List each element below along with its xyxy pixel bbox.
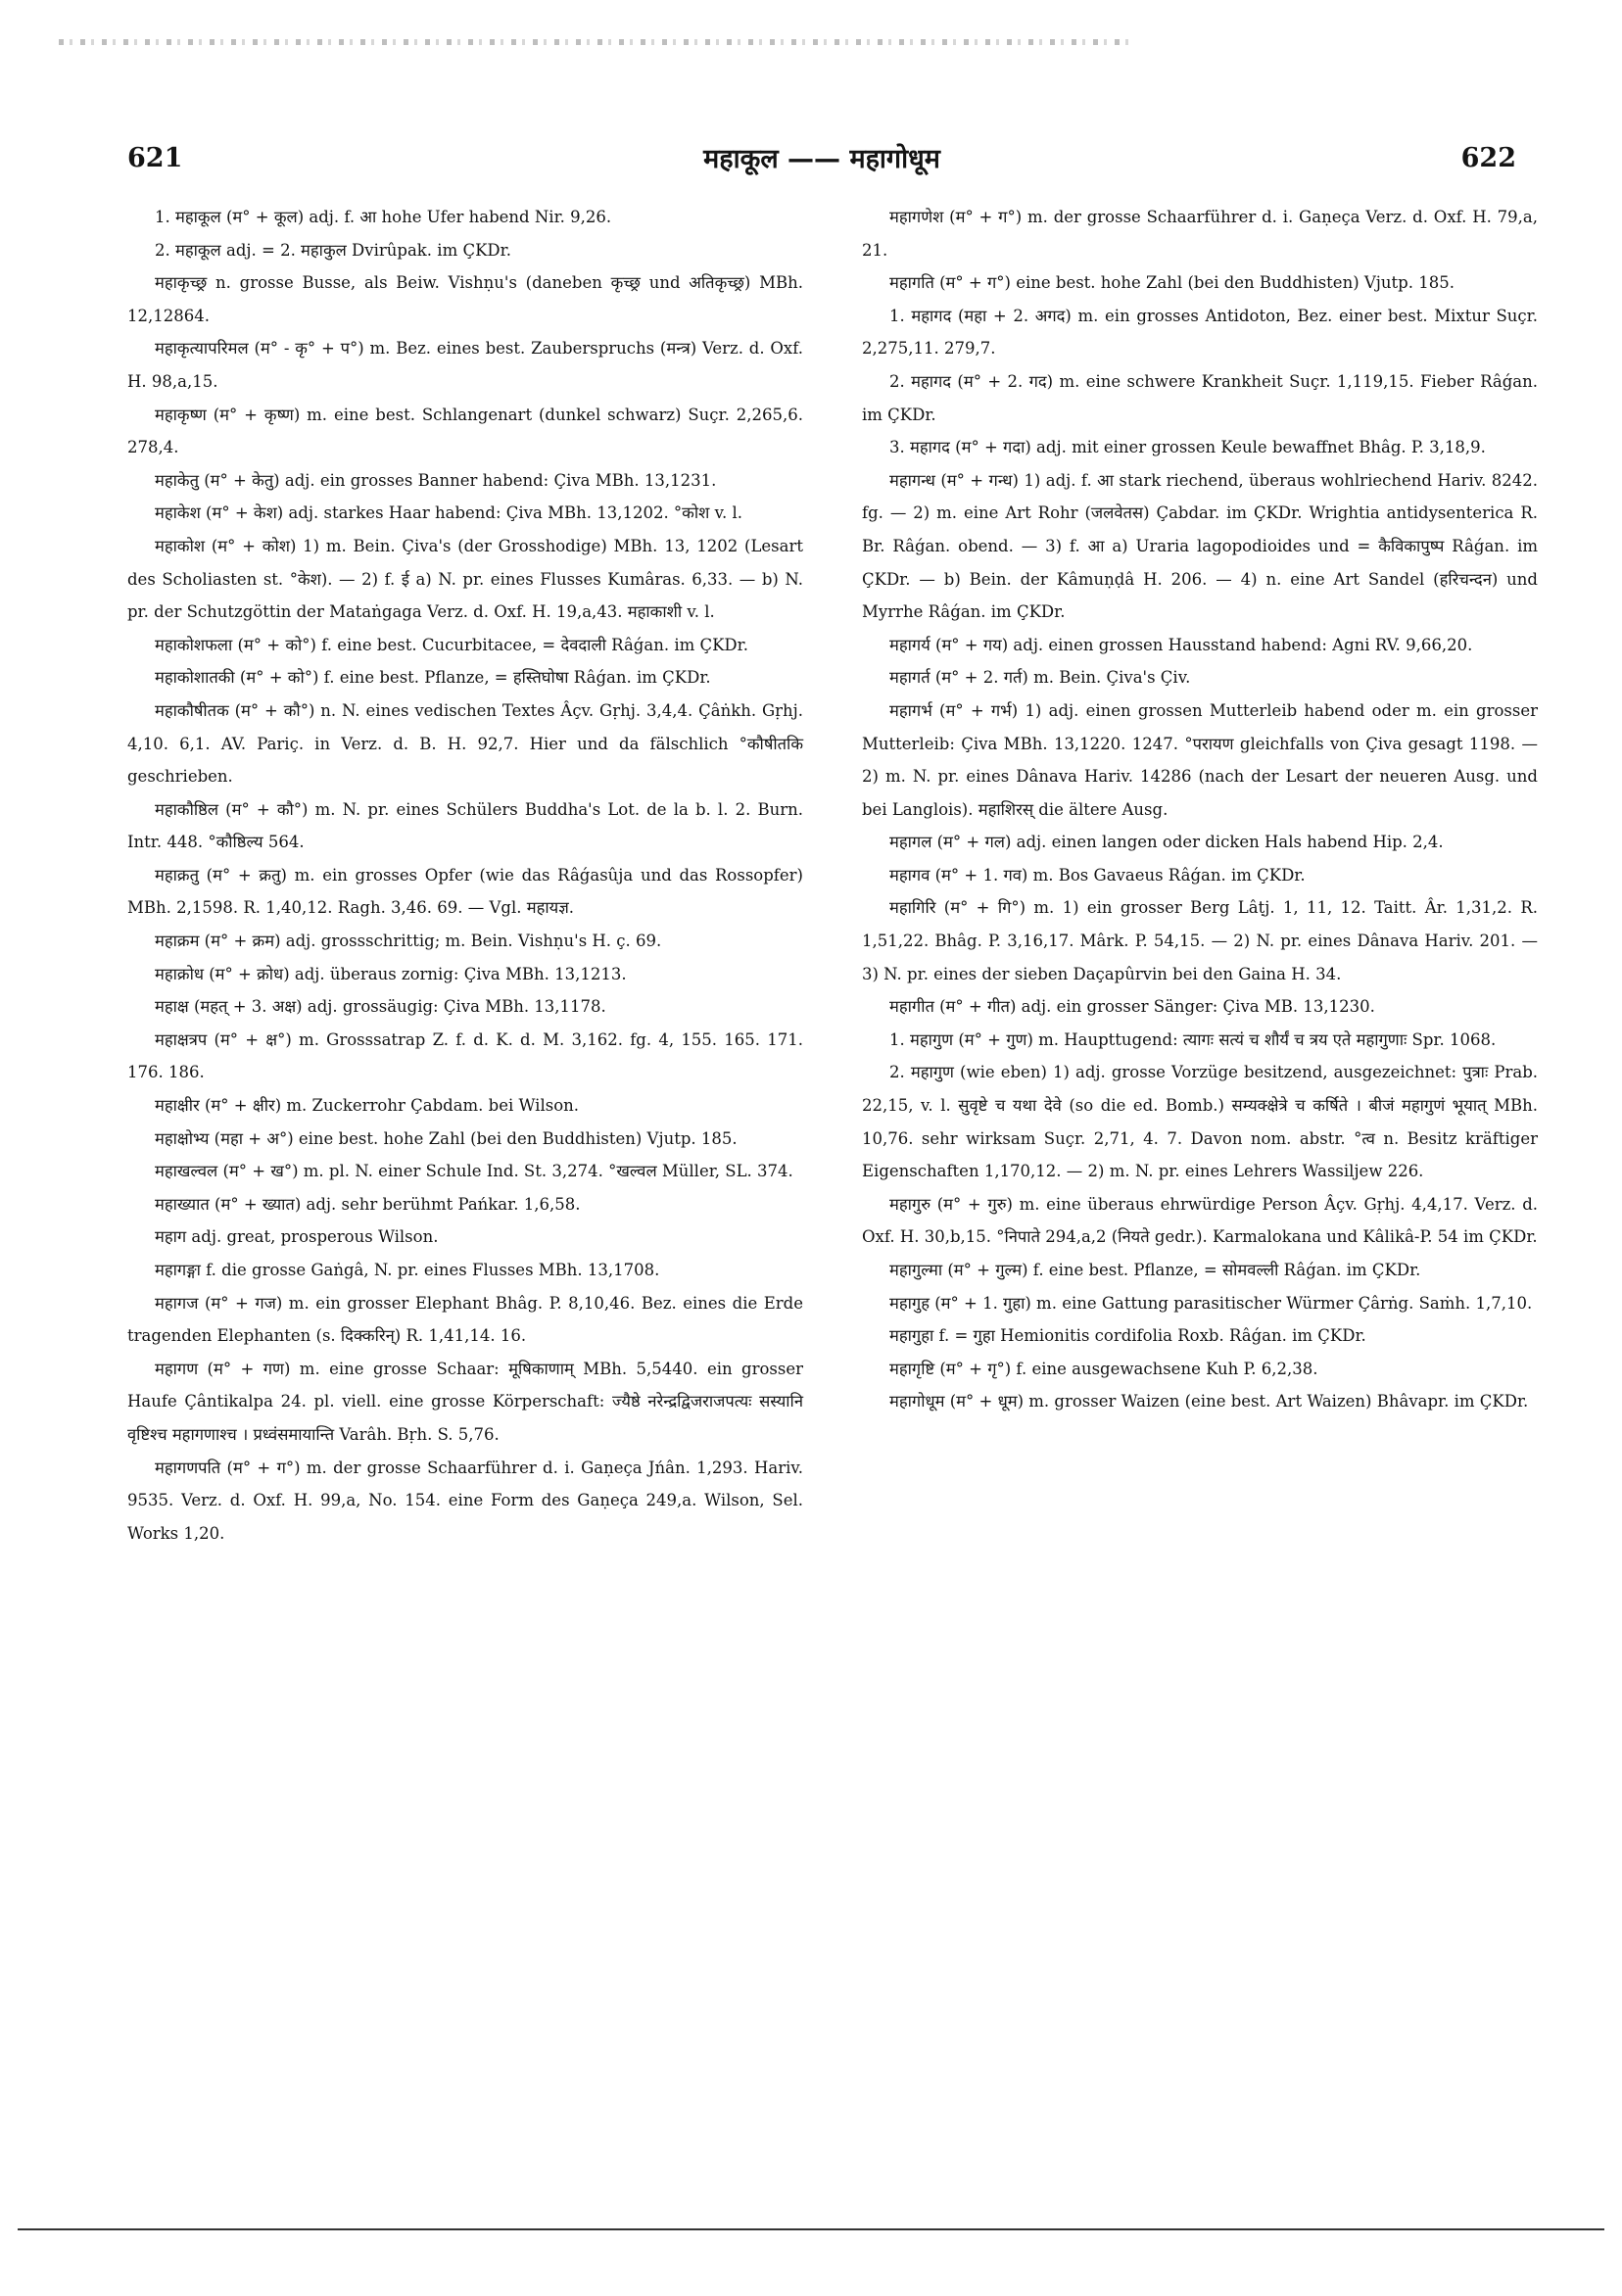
dictionary-entry: महाकोशफला (म° + को°) f. eine best. Cucurbitacee, = देवदाली Râǵan. im ÇKDr. (155, 635, 748, 654)
dictionary-entry: महाग adj. great, prosperous Wilson. (155, 1227, 439, 1247)
dictionary-entry: महाक्रम (म° + क्रम) adj. grossschrittig; m. Bein. Vishṇu's H. ç. 69. (155, 932, 662, 951)
dictionary-entry: महाक्षोभ्य (महा + अ°) eine best. hohe Zahl (bei den Buddhisten) Vjutp. 185. (155, 1128, 738, 1148)
dictionary-entry: महागुहा f. = गुहा Hemionitis cordifolia Roxb. Râǵan. im ÇKDr. (889, 1326, 1366, 1346)
dictionary-entry: महागणेश (म° + ग°) m. der grosse Schaarführer d. i. Gaṇeça Verz. d. Oxf. H. 79,a, 21. (862, 208, 1538, 260)
bottom-rule (18, 2228, 1604, 2230)
dictionary-entry: महाकृष्ण (म° + कृष्ण) m. eine best. Schlangenart (dunkel schwarz) Suçr. 2,265,6. 278,4. (127, 405, 803, 457)
dictionary-entry: महागति (म° + ग°) eine best. hohe Zahl (bei den Buddhisten) Vjutp. 185. (889, 273, 1455, 293)
dictionary-entry: महागिरि (म° + गि°) m. 1) ein grosser Berg Lâṭj. 1, 11, 12. Taitt. Âr. 1,31,2. R. 1,51,22. Bhâg. P. 3,16,17. Mârk. P. 54,15. — 2) N. pr. eines Dânava Hariv. 201. — 3) N. pr. eines der sieben Daçapûrvin bei den Gaina H. 34. (862, 898, 1538, 983)
dictionary-entry: महागीत (म° + गीत) adj. ein grosser Sänger: Çiva MB. 13,1230. (889, 997, 1375, 1017)
page-header (127, 139, 1516, 178)
dictionary-entry: महागव (म° + 1. गव) m. Bos Gavaeus Râǵan. im ÇKDr. (889, 865, 1306, 885)
dictionary-entry: 2. महागद (म° + 2. गद) m. eine schwere Krankheit Suçr. 1,119,15. Fieber Râǵan. im ÇKDr. (862, 371, 1538, 424)
dictionary-entry: महागर्भ (म° + गर्भ) 1) adj. einen grossen Mutterleib habend oder m. ein grosser Mutterleib: Çiva MBh. 13,1220. 1247. °परायण gleichfalls von Çiva gesagt 1198. — 2) m. N. pr. eines Dânava Hariv. 14286 (nach der Lesart der neueren Ausg. und bei Langlois). महाशिरस् die ältere Ausg. (862, 700, 1538, 819)
dictionary-entry: महाखल्वल (म° + ख°) m. pl. N. einer Schule Ind. St. 3,274. °खल्वल Müller, SL. 374. (155, 1162, 793, 1181)
dictionary-entry: 2. महागुण (wie eben) 1) adj. grosse Vorzüge besitzend, ausgezeichnet: पुत्राः Prab. 22,15, v. l. सुवृष्टे च यथा देवे (so die ed. Bomb.) सम्यक्क्षेत्रे च कर्षिते । बीजं महागुणं भूयात् MBh. 10,76. sehr wirksam Suçr. 2,71, 4. 7. Davon nom. abstr. °त्व n. Besitz kräftiger Eigenschaften 1,170,12. — 2) m. N. pr. eines Lehrers Wassiljew 226. (862, 1063, 1538, 1181)
right-page-number: 622 (1460, 143, 1516, 173)
left-column (127, 201, 803, 1550)
left-page-number: 621 (127, 143, 183, 173)
dictionary-entry: महागुल्मा (म° + गुल्म) f. eine best. Pflanze, = सोमवल्ली Râǵan. im ÇKDr. (889, 1261, 1421, 1279)
dictionary-entry: महाख्यात (म° + ख्यात) adj. sehr berühmt Pańkar. 1,6,58. (155, 1194, 581, 1214)
dictionary-entry: महाकेतु (म° + केतु) adj. ein grosses Banner habend: Çiva MBh. 13,1231. (155, 470, 717, 490)
dictionary-entry: महागण (म° + गण) m. eine grosse Schaar: मूषिकाणाम् MBh. 5,5440. ein grosser Haufe Çântikalpa 24. pl. viell. eine grosse Körperschaft: ज्यैष्ठे नरेन्द्रद्विजराजपत्यः सस्यानि वृष्टिश्च महागणाश्च । प्रध्वंसमायान्ति Varâh. Bṛh. S. 5,76. (127, 1359, 803, 1444)
dictionary-entry: महाकेश (म° + केश) adj. starkes Haar habend: Çiva MBh. 13,1202. °कोश v. l. (155, 503, 742, 523)
dictionary-entry: महागल (म° + गल) adj. einen langen oder dicken Hals habend Hip. 2,4. (889, 833, 1444, 852)
scan-artifact (59, 39, 1136, 45)
dictionary-entry: महागृष्टि (म° + गृ°) f. eine ausgewachsene Kuh P. 6,2,38. (889, 1359, 1318, 1378)
dictionary-entry: महागुह (म° + 1. गुहा) m. eine Gattung parasitischer Würmer Çârṅg. Saṁh. 1,7,10. (889, 1293, 1533, 1313)
dictionary-entry: महाकोशातकी (म° + को°) f. eine best. Pflanze, = हस्तिघोषा Râǵan. im ÇKDr. (155, 668, 711, 688)
dictionary-entry: महाकौष्ठिल (म° + कौ°) m. N. pr. eines Schülers Buddha's Lot. de la b. l. 2. Burn. Intr. 448. °कौष्ठिल्य 564. (127, 799, 803, 852)
dictionary-entry: 2. महाकूल adj. = 2. महाकुल Dvirûpak. im ÇKDr. (155, 240, 511, 260)
dictionary-entry: महाकोश (म° + कोश) 1) m. Bein. Çiva's (der Grosshodige) MBh. 13, 1202 (Lesart des Scholiasten st. °केश). — 2) f. ई a) N. pr. eines Flusses Kumâras. 6,33. — b) N. pr. der Schutzgöttin der Mataṅgaga Verz. d. Oxf. H. 19,a,43. महाकाशी v. l. (127, 536, 803, 622)
dictionary-entry: 3. महागद (म° + गदा) adj. mit einer grossen Keule bewaffnet Bhâg. P. 3,18,9. (889, 438, 1486, 457)
dictionary-entry: महागोधूम (म° + धूम) m. grosser Waizen (eine best. Art Waizen) Bhâvapr. im ÇKDr. (889, 1392, 1529, 1411)
dictionary-entry: महागणपति (म° + ग°) m. der grosse Schaarführer d. i. Gaṇeça Jńân. 1,293. Hariv. 9535. Verz. d. Oxf. H. 99,a, No. 154. eine Form des Gaṇeça 249,a. Wilson, Sel. Works 1,20. (127, 1458, 803, 1543)
dictionary-entry: महाक्रोध (म° + क्रोध) adj. überaus zornig: Çiva MBh. 13,1213. (155, 964, 627, 983)
dictionary-entry: महाक्ष (महत् + 3. अक्ष) adj. grossäugig: Çiva MBh. 13,1178. (155, 997, 606, 1017)
dictionary-entry: महागुरु (म° + गुरु) m. eine überaus ehrwürdige Person Âçv. Gṛhj. 4,4,17. Verz. d. Oxf. H. 30,b,15. °निपाते 294,a,2 (नियते gedr.). Karmalokana und Kâlikâ-P. 54 im ÇKDr. (862, 1194, 1538, 1247)
dictionary-entry: महाकृत्यापरिमल (म° - कृ° + प°) m. Bez. eines best. Zauberspruchs (मन्त्र) Verz. d. Oxf. H. 98,a,15. (127, 339, 803, 391)
dictionary-entry: महागर्त (म° + 2. गर्त) m. Bein. Çiva's Çiv. (889, 668, 1191, 688)
dictionary-entry: 1. महागद (महा + 2. अगद) m. ein grosses Antidoton, Bez. einer best. Mixtur Suçr. 2,275,11. 279,7. (862, 306, 1538, 359)
dictionary-entry: महागङ्गा f. die grosse Gaṅgâ, N. pr. eines Flusses MBh. 13,1708. (155, 1261, 660, 1279)
dictionary-entry: महागज (म° + गज) m. ein grosser Elephant Bhâg. P. 8,10,46. Bez. eines die Erde tragenden Elephanten (s. दिक्करिन्) R. 1,41,14. 16. (127, 1293, 803, 1346)
dictionary-entry: 1. महाकूल (म° + कूल) adj. f. आ hohe Ufer habend Nir. 9,26. (155, 208, 612, 226)
running-title: महाकूल —— महागोधूम (703, 144, 940, 174)
dictionary-entry: महाकौषीतक (म° + कौ°) n. N. eines vedischen Textes Âçv. Gṛhj. 3,4,4. Çâṅkh. Gṛhj. 4,10. 6,1. AV. Pariç. in Verz. d. B. H. 92,7. Hier und da fälschlich °कौषीतकि geschrieben. (127, 700, 803, 787)
dictionary-entry: 1. महागुण (म° + गुण) m. Haupttugend: त्यागः सत्यं च शौर्यं च त्रय एते महागुणाः Spr. 1068. (889, 1029, 1497, 1049)
right-column (862, 201, 1538, 1418)
dictionary-entry: महाक्रतु (म° + क्रतु) m. ein grosses Opfer (wie das Râǵasûja und das Rossopfer) MBh. 2,1598. R. 1,40,12. Ragh. 3,46. 69. — Vgl. महायज्ञ. (127, 865, 803, 918)
dictionary-entry: महाक्षत्रप (म° + क्ष°) m. Grosssatrap Z. f. d. K. d. M. 3,162. fg. 4, 155. 165. 171. 176. 186. (127, 1029, 803, 1082)
dictionary-entry: महागर्य (म° + गय) adj. einen grossen Hausstand habend: Agni RV. 9,66,20. (889, 635, 1473, 654)
dictionary-entry: महागन्ध (म° + गन्ध) 1) adj. f. आ stark riechend, überaus wohlriechend Hariv. 8242. fg. — 2) m. eine Art Rohr (जलवेतस) Çabdar. im ÇKDr. Wrightia antidysenterica R. Br. Râǵan. obend. — 3) f. आ a) Uraria lagopodioides und = कैविकापुष्प Râǵan. im ÇKDr. — b) Bein. der Kâmuṇḍâ H. 206. — 4) n. eine Art Sandel (हरिचन्दन) und Myrrhe Râǵan. im ÇKDr. (862, 470, 1538, 622)
dictionary-entry: महाक्षीर (म° + क्षीर) m. Zuckerrohr Çabdam. bei Wilson. (155, 1096, 580, 1116)
dictionary-entry: महाकृच्छ्र n. grosse Busse, als Beiw. Vishṇu's (daneben कृच्छ्र und अतिकृच्छ्र) MBh. 12,12864. (127, 273, 803, 325)
